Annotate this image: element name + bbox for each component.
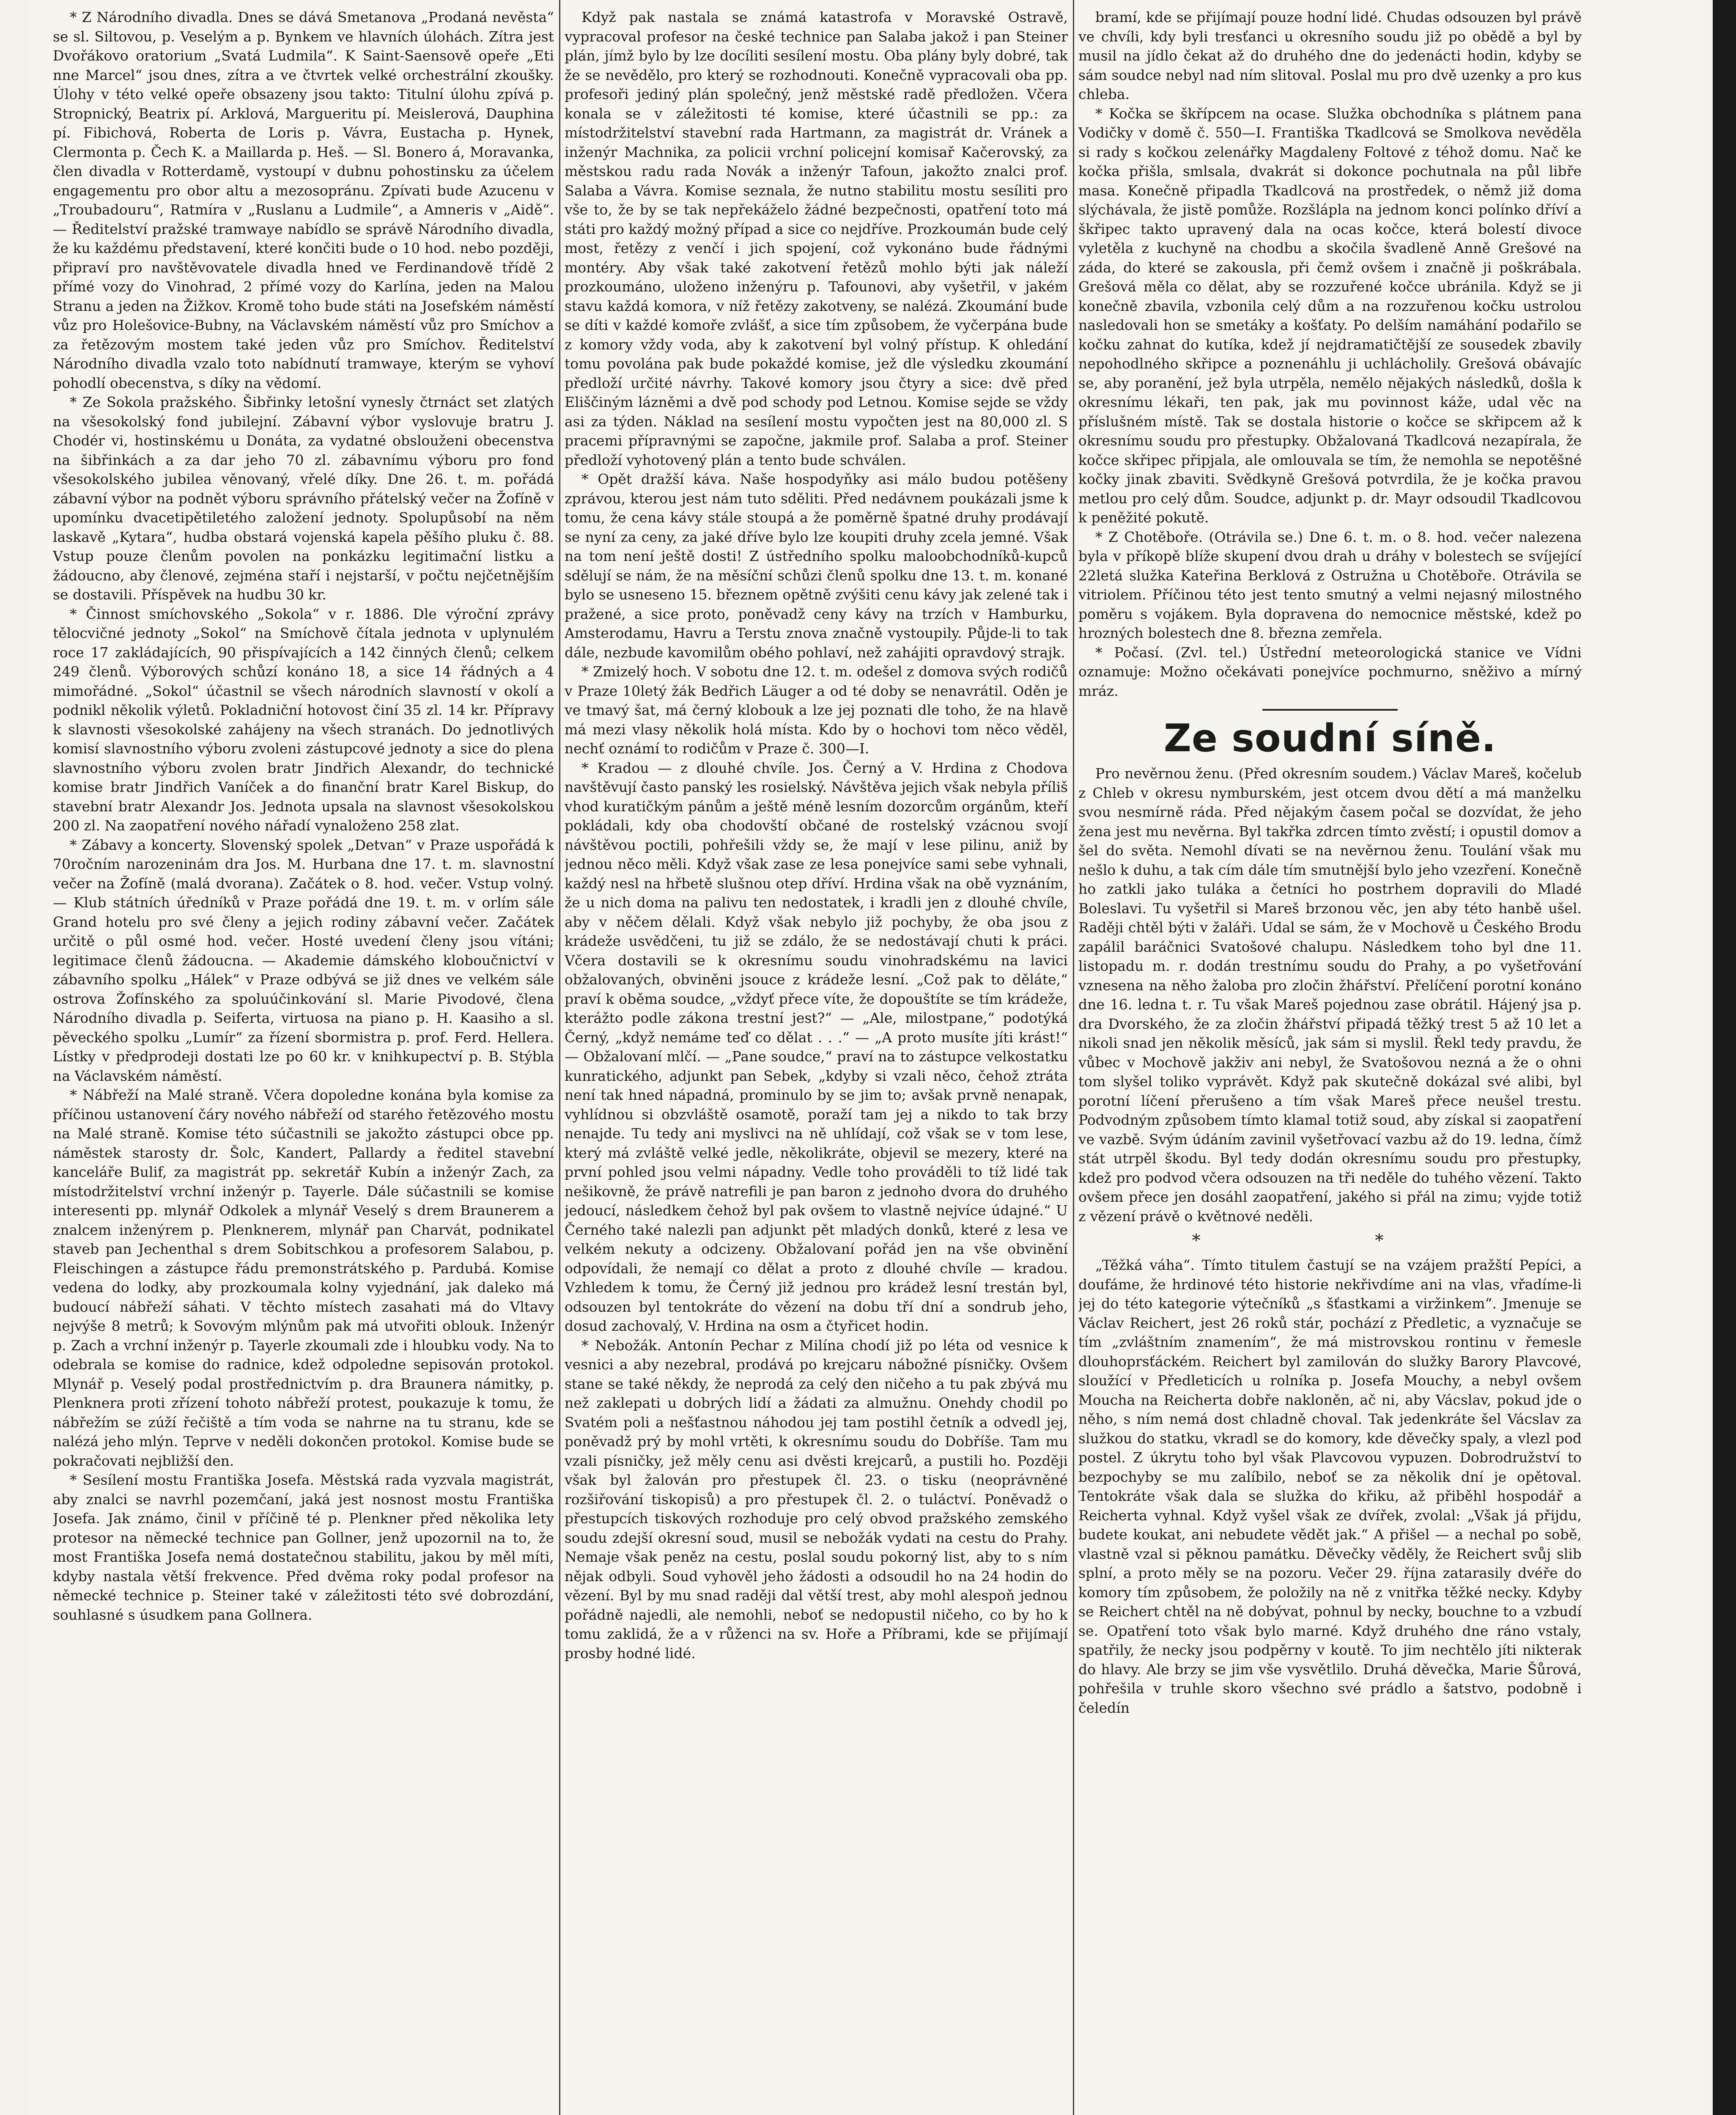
- scan-dark-edge: [1713, 0, 1736, 2115]
- article-chotebor: * Z Chotěboře. (Otrávila se.) Dne 6. t. m. o 8. hod. večer nalezena byla v příkopě blíže skupení dvou drah u dráhy v bolestech se svíjející 22letá služka Kateřina Berklová z Ostružna u Chotěboře. Otrávila se vitriolem. Příčinou této jest tento smutný a velmi nejasný milostného poměru s vojákem. Byla dopravena do nemocnice městské, kdež po hrozných bolestech dne 8. března zemřela.: [1078, 528, 1582, 641]
- article-zabavy-koncerty: * Zábavy a koncerty. Slovenský spolek „Detvan“ v Praze uspořádá k 70ročním narozeninám dra Jos. M. Hurbana dne 17. t. m. slavnostní večer na Žofíně (malá dvorana). Začátek o 8. hod. večer. Vstup volný. — Klub státních úředníků v Praze pořádá dne 19. t. m. v orlím sále Grand hotelu pro své členy a jejich rodiny zábavní večer. Začátek určitě o půl osmé hod. večer. Hosté uvedení členy jsou vítáni; legitimace členů žádoucna. — Akademie dámského kloboučnictví v zábavního spolku „Hálek“ v Praze odbývá se již dnes ve velkém sále ostrova Žofínského za spoluúčinkování sl. Marie Pivodové, člena Národního divadla p. Seiferta, virtuosa na piano p. H. Kaasiho a sl. pěveckého spolku „Lumír“ za řízení sbormistra p. prof. Ferd. Hellera. Lístky v předprodeji dostati lze po 60 kr. v knihkupectví p. B. Stýbla na Václavském náměstí.: [53, 836, 554, 1084]
- article-smichovsky-sokol: * Činnost smíchovského „Sokola“ v r. 1886. Dle výroční zprávy tělocvičné jednoty „Sokol“ na Smíchově čítala jednota v uplynulém roce 17 zakládajících, 90 přispívajících a 142 činných členů; celkem 249 členů. Výborových schůzí konáno 18, a sice 14 řádných a 4 mimořádné. „Sokol“ účastnil se všech národních slavností v okolí a podnikl několik výletů. Pokladniční hotovost činí 35 zl. 14 kr. Přípravy k slavnosti všesokolské zahájeny na všech stranách. Do jednotlivých komisí slavnostního výboru zvoleni zástupcové jednoty a sice do plena slavnostního výboru zvolen bratr Jindřich Alexandr, do technické komise bratr Jindřich Vaníček a do finanční bratr Karel Biskup, do stavební bratr Alexandr Jos. Jednota upsala na slavnost všesokolskou 200 zl. Na zaopatření nového nářadí vynaloženo 258 zlat.: [53, 605, 554, 834]
- article-most-continuation: Když pak nastala se známá katastrofa v Moravské Ostravě, vypracoval profesor na české technice pan Salaba jakož i pan Steiner plán, jímž bylo by lze docíliti sesílení mostu. Oba plány byly dobré, tak že se nevědělo, pro který se rozhodnouti. Konečně vypracovali oba pp. profesoři jediný plán společný, jenž městské radě předložen. Včera konala se v záležitosti té komise, které účastnili se pp.: za místodržitelství stavební rada Hartmann, za magistrát dr. Vránek a inženýr Machnika, za policii vrchní policejní komisař Kačerovský, za městskou radu rada Novák a inženýr Tafoun, jakožto znalci prof. Salaba a Vávra. Komise seznala, že nutno stabilitu mostu sesíliti pro vše to, že by se tak nepřekáželo žádné bezpečnosti, opatření toto má státi pro každý možný případ a sice co nejdříve. Prozkoumán bude celý most, řetězy z venčí i jich spojení, což vykonáno bude řádnými montéry. Aby však také zakotvení řetězů mohlo býti jak náleží prozkoumáno, uloženo inženýru p. Tafounovi, aby vyšetřil, v jakém stavu každá komora, v níž řetězy zakotveny, se nalézá. Zkoumání bude se díti v každé komoře zvlášť, a sice tím způsobem, že vyčerpána bude z komory vždy voda, aby k zakotvení byl volný přístup. K ohledání tomu povolána pak bude pokaždé komise, jež dle výsledku zkoumání předloží určité návrhy. Takové komory jsou čtyry a sice: dvě před Eliščiným lázněmi a dvě pod schody pod Letnou. Komise sejde se vždy asi za týden. Náklad na sesílení mostu vypočten jest na 80,000 zl. S pracemi přípravnými se započne, jakmile prof. Salaba a prof. Steiner předloží vyhotovený plán a tento bude schválen.: [565, 9, 1068, 468]
- article-nevernou-zenu: Pro nevěrnou ženu. (Před okresním soudem.) Václav Mareš, kočelub z Chleb v okresu nymburském, jest otcem dvou dětí a má manželku svou nesmírně ráda. Před nějakým časem počal se dozvídat, že jeho žena jest mu nevěrna. Byl takřka zdrcen tímto zvěstí; i opustil domov a šel do světa. Nemohl dívati se na nevěrnou ženu. Toulání však mu nešlo k duhu, a tak cím dále tím smutnější bylo jeho vzezření. Konečně ho zatkli jako tuláka a četníci ho postrhem dopravili do Mladé Boleslavi. Tu vyšetřil si Mareš brzonou věc, jen aby této hanbě ušel. Raději chtěl býti v žaláři. Udal se sám, že v Mochově u Českého Brodu zapálil baráčnici Svatošové chalupu. Následkem toho byl dne 11. listopadu m. r. dodán trestnímu soudu do Prahy, a po vyšetřování vznesena na něho žaloba pro zločin žhářství. Přelíčení porotní konáno dne 16. ledna t. r. Tu však Mareš pojednou zase obrátil. Hájený jsa p. dra Dvorského, že za zločin žhářství připadá těžký trest 5 až 10 let a nikoli snad jen několik měsíců, jak sám si myslil. Řekl tedy pravdu, že vůbec v Mochově jakživ ani nebyl, že Svatošovou nezná a že o ohni tom slyšel toliko vyprávět. Když pak skutečně dokázal své alibi, byl porotní líčení přerušeno a tím však Mareš přece neušel trestu. Podvodným způsobem tímto klamal totiž soud, aby získal si zaopatření ve vazbě. Svým údáním zavinil vyšetřovací vazbu až do 19. ledna, čímž stát utrpěl škodu. Byl tedy dodán okresnímu soudu pro přestupky, kdež pro podvod včera odsouzen na tři neděle do tuhého vězení. Takto ovšem přece jen dosáhl zaopatření, jakého si přál na zimu; vyjde totiž z vězení právě o květnové neděli.: [1078, 765, 1582, 1225]
- section-divider: [1262, 709, 1398, 711]
- column-3: [1078, 8, 1582, 2115]
- article-tezka-vaha: „Těžká váha“. Tímto titulem častují se na vzájem pražští Pepíci, a doufáme, že hrdinové této historie nekřivdíme ani na vlas, vřadíme-li jej do této kategorie výtečníků „s šťastkami a viržinkem“. Jmenuje se Václav Reichert, jest 26 roků stár, pochází z Předletic, a vyznačuje se tím „zvláštním znamením“, že má mistrovskou rontinu v řemesle dlouhoprsťáckém. Reichert byl zamilován do služky Barory Plavcové, sloužící v Předleticích u rolníka p. Josefa Mouchy, a nebyl ovšem Moucha na Reicherta dobře nakloněn, ač ni, aby Vácslav, pokud jde o něho, s ním nemá dost chladně choval. Tak jedenkráte šel Vácslav za služkou do statku, vkradl se do komory, kde děvečky spaly, a vlezl pod postel. Z úkrytu toho byl však Plavcovou vypuzen. Dobrodružství to bezpochyby se mu zalíbilo, neboť se za několik dní je opětoval. Tentokráte však dala se služka do křiku, až přiběhl hospodář a Reicherta vyhnal. Když vyšel však ze dvířek, zvolal: „Však já přijdu, budete koukat, ani nebudete vědět jak.“ A přišel — a nechal po sobě, vlastně vzal si pěknou památku. Děvečky věděly, že Reichert svůj slib splní, a proto měly se na pozoru. Večer 29. října zatarasily dvéře do komory tím způsobem, že položily na ně z vnitřka těžké necky. Kdyby se Reichert chtěl na ně dobývat, pohnul by necky, bouchne to a vzbudí se. Opatření toto však bylo marné. Když druhého dne ráno vstaly, spatřily, že necky jsou podpěrny v koutě. To jim nechtělo jíti nikterak do hlavy. Ale brzy se jim vše vysvětlilo. Druhá děvečka, Marie Šůrová, pohřešila v truhle skoro všechno své prádlo a šatstvo, podobně i čeledín: [1078, 1257, 1582, 1716]
- article-nabrezi-mala-strana: * Nábřeží na Malé straně. Včera dopoledne konána byla komise za příčinou ustanovení čáry nového nábřeží od starého řetězového mostu na Malé straně. Komise této súčastnili se jakožto zástupci obce pp. náměstek starosty dr. Šolc, Kandert, Pallardy a ředitel stavební kanceláře Bulif, za magistrát pp. sekretář Kubín a inženýr Zach, za místodržitelství vrchní inženýr p. Tayerle. Dále súčastnili se komise interesenti pp. mlynář Odkolek a mlynář Veselý s drem Braunerem a znalcem inženýrem p. Plenknerem, mlynář pan Charvát, podnikatel staveb pan Jechenthal s drem Sobitschkou a profesorem Salabou, p. Fleischingen a zástupce řádu premonstrátského p. Pardubá. Komise vedena do lodky, aby prozkoumala kolny vyjednání, jak daleko má budoucí nábřeží sáhati. V těchto místech zasahati má do Vltavy nejvýše 8 metrů; k Sovovým mlýnům pak má utvořiti oblouk. Inženýr p. Zach a vrchní inženýr p. Tayerle zkoumali zde i hloubku vody. Na to odebrala se komise do radnice, kdež odpoledne sepisován protokol. Mlynář p. Veselý podal prostřednictvím p. dra Braunera námitky, p. Plenknera proti zřízení tohoto nábřeží protest, poukazuje k tomu, že nábřežím se zúží řečiště a tím voda se nahrne na tu stranu, kde se nalézá jeho mlýn. Teprve v neděli dokončen protokol. Komise bude se pokračovati nejbližší den.: [53, 1087, 554, 1469]
- article-kocka: * Kočka se škřípcem na ocase. Služka obchodníka s plátnem pana Vodičky v domě č. 550—I. Františka Tkadlcová se Smolkova nevěděla si rady s kočkou zelenářky Magdaleny Foltové z téhož domu. Nač ke kočka přišla, smlsala, dvakrát si dokonce pochutnala na půl libře masa. Konečně připadla Tkadlcová na prostředek, o němž již doma slýchávala, že jistě pomůže. Rozšlápla na jednom konci polínko dříví a škřipec takto upravený dala na ocas kočce, která bolestí divoce vyletěla z kuchyně na chodbu a skočila švadleně Anně Grešové na záda, do které se zakousla, při čemž ovšem i značně ji poškrábala. Grešová měla co dělat, aby se rozzuřené kočce ubránila. Když se ji konečně zbavila, vzbonila celý dům a na rozzuřenou kočku ustrolou nasledovali hon se smetáky a košťaty. Po delším namáhání podařilo se kočku zahnat do kutíka, kdež jí nejdramatičtější ze sousedek zbavily nepohodlného skřipce a poznenáhlu ji uchlácholily. Grešová obávajíc se, aby poranění, jež byla utrpěla, nemělo nějakých následků, došla k okresnímu lékaři, ten pak, jak mu povinnost káže, udal věc na příslušném místě. Tak se dostala historie o kočce se skřipcem až k okresnímu soudu pro přestupky. Obžalovaná Tkadlcová nezapírala, že kočce skřipec připjala, ale omlouvala se tím, že nemohla se nepotěšné kočky jinak zbaviti. Svědkyně Grešová potvrdila, že je kočka pravou metlou pro celý dům. Soudce, adjunkt p. dr. Mayr odsoudil Tkadlcovou k peněžité pokutě.: [1078, 105, 1582, 526]
- column-rule: [1073, 0, 1074, 2115]
- star-separator: * *: [1192, 1231, 1468, 1250]
- column-1: [53, 8, 554, 2115]
- section-title-soudni-sin: Ze soudní síně.: [1163, 716, 1497, 761]
- column-2: [565, 8, 1068, 2115]
- article-nebozak: * Nebožák. Antonín Pechar z Milína chodí již po léta od vesnice k vesnici a aby nezebral, prodává po krejcaru nábožné písničky. Ovšem stane se také někdy, že neprodá za celý den ničeho a tu pak zbývá mu než zaklepati u dobrých lidí a žádati za almužnu. Onehdy chodil po Svatém poli a nešťastnou náhodou jej tam postihl četník a odvedl jej, poněvadž prý by mohl vrtěti, k okresnímu soudu do Dobříše. Tam mu vzali písničky, jež měly cenu asi dvěsti krejcarů, a pustili ho. Později však byl žalován pro přestupek čl. 23. o tisku (neoprávněné rozšiřování tiskopisů) a pro přestupek čl. 2. o tuláctví. Poněvadž o přestupcích tiskových rozhoduje pro celý obvod pražského zemského soudu zdejší okresní soud, musil se nebožák vydati na cestu do Prahy. Nemaje však peněz na cestu, poslal soudu pokorný list, aby to s ním nějak odbyli. Soud vyhověl jeho žádosti a odsoudil ho na 24 hodin do vězení. Byl by mu snad raději dal větší trest, aby mohl alespoň jednou pořádně najedli, ale nemohli, neboť se nedopustil ničeho, co by ho k tomu zaklidá, že a v růženci na sv. Hoře a Příbrami, kde se přijímají prosby hodné lidé.: [565, 1337, 1068, 1662]
- article-sokol-prazsky: * Ze Sokola pražského. Šibřinky letošní vynesly čtrnáct set zlatých na všesokolský fond jubilejní. Zábavní výbor vyslovuje bratru J. Chodér vi, hostinskému u Donáta, za vydatné obslouženi obecenstva na šibřinkách a za dar jeho 70 zl. zábavnímu výboru pro fond všesokolského jubilea věnovaný, vřelé díky. Dne 26. t. m. pořádá zábavní výbor na podnět výboru správního přátelský večer na Žofíně v upomínku dvacetipětiletého založení jednoty. Spolupůsobí na něm laskavě „Kytara“, hudba obstará vojenská kapela pěšího pluku č. 88. Vstup pouze členům povolen na ponkázku legitimační listku a žádoucno, aby členové, zejména staří i nejstarší, v počtu nejčetnějším se dostavili. Příspěvek na hudbu 30 kr.: [53, 394, 554, 603]
- article-nebozak-continuation: bramí, kde se přijímají pouze hodní lidé. Chudas odsouzen byl právě ve chvíli, kdy byli tresťanci u okresního soudu již po obědě a byl by musil na jídlo čekat až do druhého dne do jedenácti hodin, kdyby se sám soudce nebyl nad ním slitoval. Poslal mu pro dvě uzenky a pro kus chleba.: [1078, 9, 1582, 102]
- article-zmizely-hoch: * Zmizelý hoch. V sobotu dne 12. t. m. odešel z domova svých rodičů v Praze 10letý žák Bedřich Läuger a od té doby se nenavrátil. Oděn je ve tmavý šat, má černý klobouk a lze jej poznati dle toho, že na hlavě má mezi vlasy několik holá místa. Kdo by o hochovi tom něco věděl, nechť oznámí to rodičům v Praze č. 300—I.: [565, 663, 1068, 757]
- article-kradou: * Kradou — z dlouhé chvíle. Jos. Černý a V. Hrdina z Chodova navštěvují často panský les rosielský. Návštěva jejich však nebyla příliš vhod kuratičkým pánům a ještě méně lesním dozorcům orgánům, kteří pokládali, kdy oba chodovští občané de rostelský vzácnou svojí návštěvou poctili, pohřešili vždy se, že mají v lese pilinu, aniž by jednou něco měli. Když však zase ze lesa ponejvíce sami sebe vyhnali, každý nesl na hřbetě slušnou otep dříví. Hrdina však na obě vyznáním, že u nich doma na palivu ten nedostatek, i kradli jen z dlouhé chvíle, aby v něčem dělali. Když však nebylo již pochyby, že oba jsou z krádeže usvědčeni, tu již se zdálo, že se nedostávají chuti k práci. Včera dostavili se k okresnímu soudu vinohradskému na lavici obžalovaných, obviněni jsouce z krádeže lesní. „Což pak to děláte,“ praví k oběma soudce, „vždyť přece víte, že dopouštíte se tím krádeže, kterážto podle zákona trestní jest?“ — „Ale, milostpane,“ podotýká Černý, „když nemáme teď co dělat . . .“ — „A proto musíte jíti krást!“ — Obžalovaní mlčí. — „Pane soudce,“ praví na to zástupce velkostatku kunratického, adjunkt pan Sebek, „kdyby si vzali něco, čehož ztráta není tak hned nápadná, prominulo by se jim to; avšak prvně nenapak, vyhlídnou si obzvláště osamotě, poraží tam jej a nikdo to tak brzy nenajde. Tu tedy ani myslivci na ně uhlídají, což však se v tom lese, který má zvláště velké jedle, několikráte, objevil se mezery, které na první pohled jsou velmi nápadny. Vedle toho prováděli to tíž lidé tak nešikovně, že právě natrefili je pan baron z jednoho dvora do druhého jedoucí, následkem čehož byl pak ovšem to vlastně nejvíce údajné.“ U Černého také nalezli pan adjunkt pět mladých donků, které z lesa ve velkém nekuty a odcizeny. Obžalovaní pořád jen na vše obvinění odpovídali, že nemají co dělat a proto z dlouhé chvíle — kradou. Vzhledem k tomu, že Černý již jednou pro krádež lesní trestán byl, odsouzen byl tentokráte do vězení na dobu tří dní a sondrub jeho, dosud zachovalý, V. Hrdina na osm a čtyřicet hodin.: [565, 759, 1068, 1334]
- article-narodni-divadlo: * Z Národního divadla. Dnes se dává Smetanova „Prodaná nevěsta“ se sl. Siltovou, p. Veselým a p. Bynkem ve hlavních úlohách. Zítra jest Dvořákovo oratorium „Svatá Ludmila“. K Saint-Saensově opeře „Eti nne Marcel“ jsou dnes, zítra a ve čtvrtek velké orchestrální zkoušky. Úlohy v této velké opeře obsazeny jsou takto: Titulní úlohu zpívá p. Stropnický, Beatrix pí. Arklová, Margueritu pí. Meislerová, Dauphina pí. Fibichová, Roberta de Loris p. Vávra, Eustacha p. Hynek, Clermonta p. Čech K. a Maillarda p. Heš. — Sl. Bonero á, Moravanka, člen divadla v Rotterdamě, vystoupí v dubnu pohostinsku za účelem engagementu pro obor altu a mezosopránu. Zpívati bude Azucenu v „Troubadouru“, Ratmíra v „Ruslanu a Ludmile“, a Amneris v „Aidě“. — Ředitelství pražské tramwaye nabídlo se správě Národního divadla, že ku každému představení, které končiti bude o 10 hod. nebo později, připraví pro navštěvovatele divadla hned ve Ferdinandově třídě 2 přímé vozy do Vinohrad, 2 přímé vozy do Karlína, jeden na Malou Stranu a jeden na Žižkov. Kromě toho bude státi na Josefském náměstí vůz pro Holešovice-Bubny, na Václavském náměstí vůz pro Smíchov a za řetězovým mostem také jeden vůz pro Smíchov. Ředitelství Národního divadla vzalo toto nabídnutí tramwaye, kterým se vyhoví pohodlí obecenstva, s díky na vědomí.: [53, 9, 554, 391]
- column-rule: [559, 0, 560, 2115]
- article-seslleni-mostu: * Sesílení mostu Františka Josefa. Městská rada vyzvala magistrát, aby znalci se navrhl pozemčaní, jaká jest nosnost mostu Františka Josefa. Jak známo, činil v příčině té p. Plenkner před několika lety protesor na německé technice pan Gollner, jenž upozornil na to, že most Františka Josefa nemá dostatečnou stabilitu, jakou by měl míti, kdyby nastala větší frekvence. Před dvěma roky podal profesor na německé technice p. Steiner také v záležitosti této své dobrozdání, souhlasné s úsudkem pana Gollnera.: [53, 1472, 554, 1623]
- article-pocasi: * Počasí. (Zvl. tel.) Ústřední meteorologická stanice ve Vídni oznamuje: Možno očekávati ponejvíce pochmurno, sněživo a mírný mráz.: [1078, 644, 1582, 699]
- article-drazsi-kava: * Opět dražší káva. Naše hospodyňky asi málo budou potěšeny zprávou, kterou jest nám tuto sděliti. Před nedávnem poukázali jsme k tomu, že cena kávy stále stoupá a že poměrně špatné druhy prodávají se nyní za ceny, za jaké dříve bylo lze koupiti druhy zcela jemné. Však na tom není ještě dosti! Z ústředního spolku maloobchodníků-kupců sdělují se nám, že na měsíční schůzi členů spolku dne 13. t. m. konané bylo se usneseno 15. březnem opětně zvýšiti cenu kávy jak zelené tak i pražené, a sice proto, poněvadž ceny kávy na trzích v Hamburku, Amsterodamu, Havru a Terstu znova značně vystoupily. Půjde-li to tak dále, nezbude kavomilům obého pohlaví, než zahájiti opravdový strajk.: [565, 471, 1068, 661]
